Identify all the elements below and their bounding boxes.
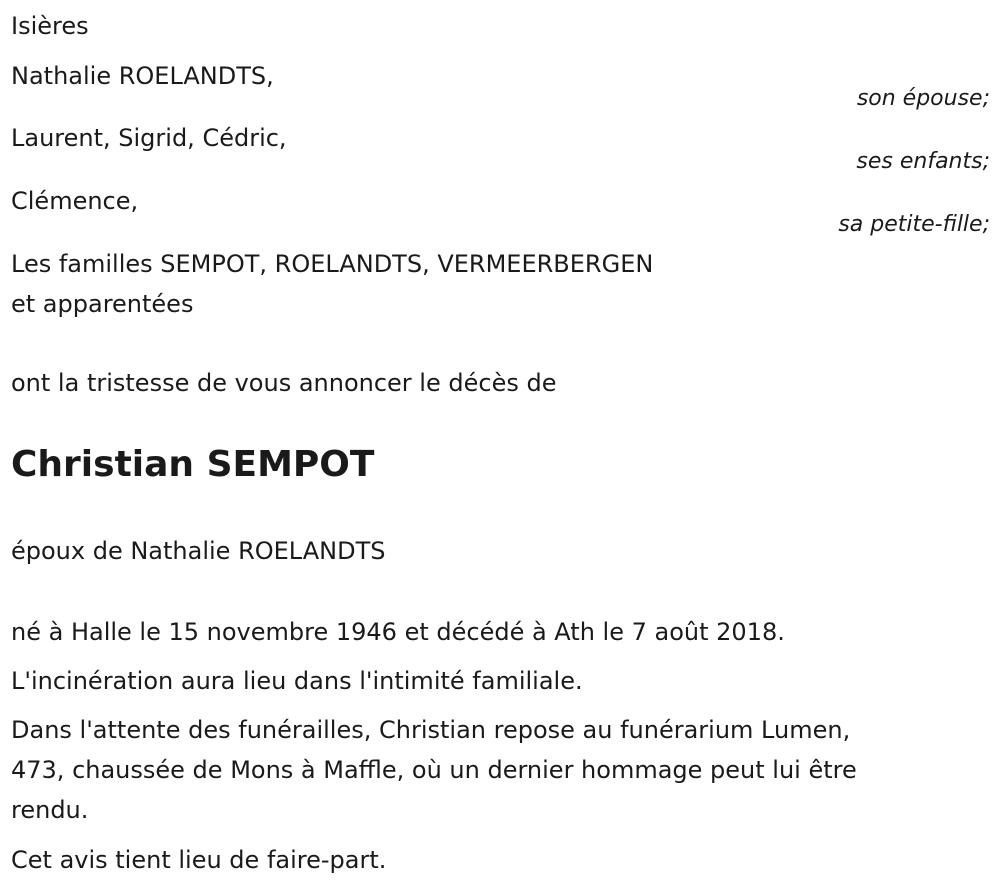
- family-member-children: Laurent, Sigrid, Cédric,: [11, 124, 287, 152]
- birth-death: né à Halle le 15 novembre 1946 et décédé à Ath le 7 août 2018.: [11, 618, 785, 646]
- role-spouse: son épouse;: [856, 86, 990, 111]
- family-member-spouse: Nathalie ROELANDTS,: [11, 62, 274, 90]
- family-member-grandchild: Clémence,: [11, 187, 139, 215]
- rest-place-line-3: rendu.: [11, 796, 89, 824]
- families-line-2: et apparentées: [11, 290, 194, 318]
- role-grandchild: sa petite-fille;: [838, 212, 990, 237]
- rest-place-line-1: Dans l'attente des funérailles, Christian repose au funérarium Lumen,: [11, 716, 851, 744]
- deceased-name: Christian SEMPOT: [11, 444, 375, 485]
- cremation: L'incinération aura lieu dans l'intimité familiale.: [11, 667, 583, 695]
- place: Isières: [11, 12, 89, 40]
- role-children: ses enfants;: [856, 149, 990, 174]
- spouse-of: époux de Nathalie ROELANDTS: [11, 537, 386, 565]
- notice: Cet avis tient lieu de faire-part.: [11, 846, 387, 874]
- rest-place-line-2: 473, chaussée de Mons à Maffle, où un dernier hommage peut lui être: [11, 756, 857, 784]
- announcement: ont la tristesse de vous annoncer le décès de: [11, 369, 557, 397]
- families-line-1: Les familles SEMPOT, ROELANDTS, VERMEERBERGEN: [11, 250, 654, 278]
